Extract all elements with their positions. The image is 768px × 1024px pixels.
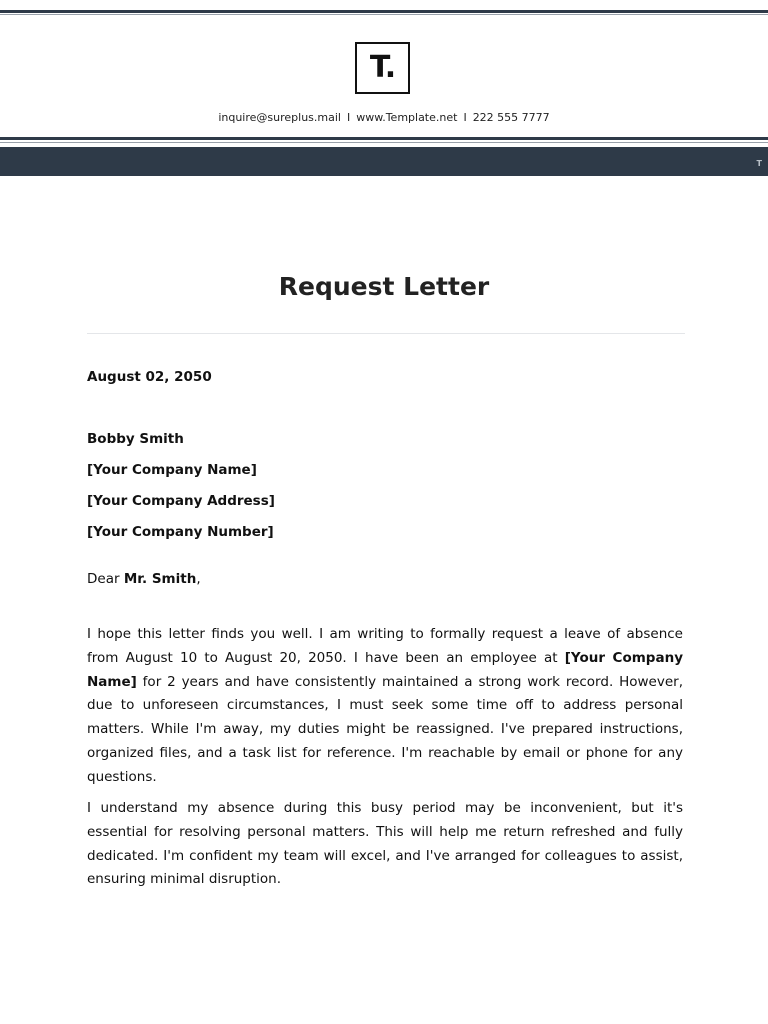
paragraph-1-part-1: I hope this letter finds you well. I am writing to formally request a leave of absence from August 10 to August 20, 2050. I have been an employee at <box>87 626 683 666</box>
logo-letter: T. <box>369 50 396 85</box>
paragraph-2: I understand my absence during this busy period may be inconvenient, but it's essential for resolving personal matters. This will help me return refreshed and fully dedicated. I'm confident my team will excel, and I've arranged for colleagues to assist, ensuring minimal disruption. <box>87 800 683 888</box>
salutation <box>87 571 683 587</box>
salutation-name: Mr. Smith <box>123 571 197 587</box>
recipient-name: Bobby Smith <box>87 431 184 447</box>
paragraph-1-company: [Your Company Name] <box>87 649 683 690</box>
company-logo <box>355 42 410 94</box>
band-mark: T <box>756 159 762 168</box>
recipient-block <box>87 424 683 548</box>
letter-title: Request Letter <box>278 272 490 301</box>
salutation-suffix: , <box>196 571 201 587</box>
top-border-thin-line <box>0 14 768 15</box>
title-divider <box>87 333 685 334</box>
header-band <box>0 147 768 176</box>
contact-email: inquire@sureplus.mail <box>218 111 341 124</box>
recipient-company-number: [Your Company Number] <box>87 524 274 540</box>
letter-date: August 02, 2050 <box>87 369 212 385</box>
header-divider-thin-line <box>0 142 768 143</box>
paragraph-1 <box>87 623 683 790</box>
recipient-company-address: [Your Company Address] <box>87 493 275 509</box>
salutation-prefix: Dear <box>87 571 124 587</box>
contact-separator: I <box>346 111 351 124</box>
header-divider-line <box>0 137 768 140</box>
contact-website: www.Template.net <box>356 111 458 124</box>
contact-separator: I <box>463 111 467 124</box>
contact-phone: 222 555 7777 <box>472 111 550 124</box>
contact-line <box>0 111 768 124</box>
recipient-company-name: [Your Company Name] <box>87 462 257 478</box>
paragraph-1-part-2: for 2 years and have consistently maintained a strong work record. However, due to unforeseen circumstances, I must seek some time off to address personal matters. While I'm away, my duties might be reassigned. I've prepared instructions, organized files, and a task list for reference. I'm reachable by email or phone for any questions. <box>87 673 683 785</box>
top-border-line <box>0 10 768 13</box>
